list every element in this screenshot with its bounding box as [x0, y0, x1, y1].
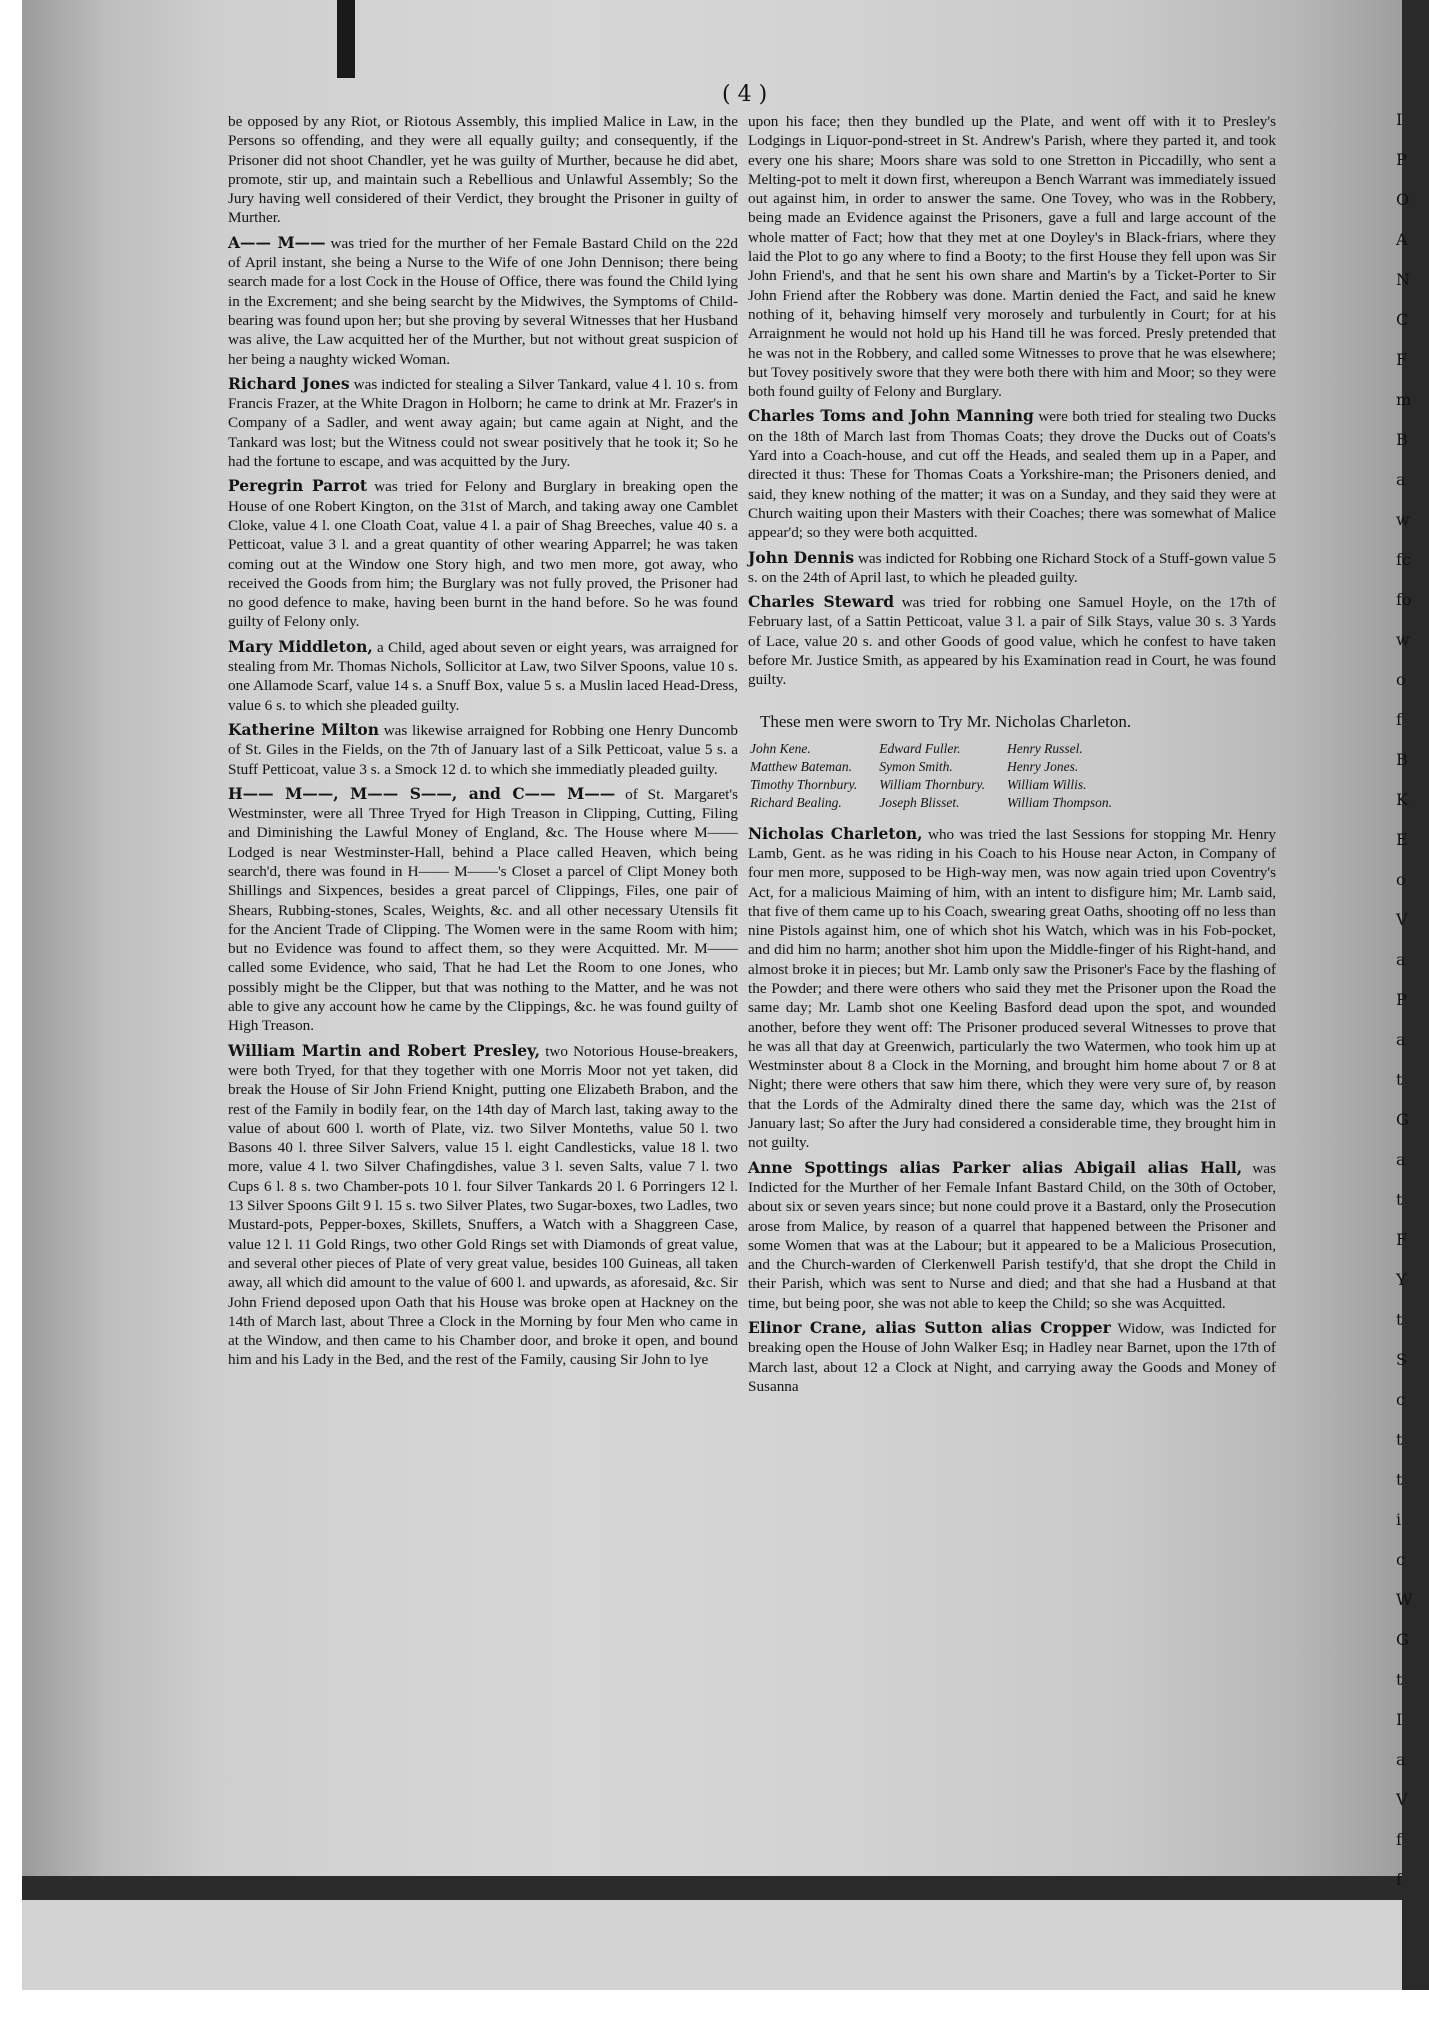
margin-letter: V — [1396, 1790, 1408, 1809]
juror-name: Henry Jones. — [1007, 758, 1079, 774]
defendant-name: William Martin and Robert Presley, — [228, 1040, 541, 1060]
margin-letter: B — [1396, 750, 1408, 769]
paragraph-text: was Indicted for the Murther of her Female Infant Bastard Child, on the 30th of October, about six or seven years since; but none could prove it a Bastard, only the Prosecution arose from Malice, by reason of a quarrel that happened between the Prisoner and some Women that was at the Labour; but it appeared to be a Malicious Prosecution, and the Church-warden of Clerkenwell Parish testify'd, that she dropt the Child in their Parish, which was sent to Nurse and died; and that she had a Husband at that time, but being poor, she was not able to keep the Child; so she was Acquitted. — [748, 1159, 1276, 1312]
margin-letter: o — [1396, 670, 1406, 689]
left-column — [228, 112, 738, 1375]
jury-list — [750, 740, 1134, 812]
margin-letter: A — [1396, 230, 1408, 249]
paragraph-text: was indicted for Robbing one Richard Stock of a Stuff-gown value 5 s. on the 24th of April last, to which he pleaded guilty. — [748, 549, 1276, 586]
margin-letter: t — [1396, 1070, 1403, 1089]
margin-letter: P — [1396, 150, 1407, 169]
margin-letter: f — [1396, 1870, 1402, 1889]
juror-name: Henry Russel. — [1007, 740, 1083, 756]
juror-name: Joseph Blisset. — [879, 794, 960, 810]
right-column-top — [748, 112, 1276, 690]
margin-letter: F — [1396, 350, 1408, 369]
court-record-paragraph — [228, 112, 738, 228]
defendant-name: Charles Toms and John Manning — [748, 406, 1034, 426]
juror-name: Timothy Thornbury. — [750, 776, 858, 792]
scan-footer-margin — [0, 1990, 1429, 2024]
margin-letter: K — [1396, 790, 1408, 809]
margin-letter: C — [1396, 310, 1409, 329]
margin-letter: o — [1396, 870, 1406, 889]
margin-letter: F — [1396, 1230, 1408, 1249]
court-record-paragraph — [228, 1041, 738, 1370]
margin-letter: t — [1396, 1430, 1403, 1449]
scan-bottom-shadow — [22, 1900, 1402, 1990]
margin-letter: G — [1396, 1630, 1409, 1649]
defendant-name: Katherine Milton — [228, 719, 379, 739]
adjacent-page-margin-letters — [1396, 110, 1416, 1910]
margin-letter: fo — [1396, 590, 1412, 609]
margin-letter: G — [1396, 1110, 1409, 1129]
paragraph-text: were both tried for stealing two Ducks on the 18th of March last from Thomas Coats; they drove the Ducks out of Coats's Yard into a Coach-house, and cut off the Heads, and sealed them up in a Paper, and directed it thus: These for Thomas Coats a Yorkshire-man; the Prisoners denied, and said, they knew nothing of the matter; it was on a Sunday, and they said they were at Church waiting upon their Masters with their Coaches; there was somewhat of Malice appear'd; so they were both acquitted. — [748, 408, 1277, 542]
paragraph-text: was tried for Felony and Burglary in breaking open the House of one Robert Kington, on the 31st of March, and taking away one Camblet Cloke, value 4 l. one Cloath Coat, value 4 l. a pair of Shag Breeches, value 40 s. a Petticoat, value 3 l. and a great quantity of other wearing Apparrel; he was taken coming out at the Window one Story high, and two men more, got away, who received the Goods from him; the Burglary was not fully proved, the Prisoner had no good defence to make, having been burnt in the hand before. So he was found guilty of Felony only. — [228, 478, 738, 631]
margin-letter: a — [1396, 1750, 1406, 1769]
margin-letter: a — [1396, 470, 1406, 489]
margin-letter: fc — [1396, 550, 1411, 569]
margin-letter: S — [1396, 1350, 1407, 1369]
court-record-paragraph — [228, 374, 738, 471]
page-number: ( 4 ) — [722, 82, 768, 107]
court-record-paragraph — [228, 233, 738, 369]
margin-letter: a — [1396, 1150, 1406, 1169]
court-record-paragraph — [748, 592, 1276, 689]
paragraph-text: was likewise arraigned for Robbing one Henry Duncomb of St. Giles in the Fields, on the 7th of January last of a Silk Petticoat, value 5 s. a Stuff Petticoat, value 3 s. a Smock 12 d. to which she immediatly pleaded guilty. — [228, 721, 738, 778]
juror-name: William Willis. — [1007, 776, 1087, 792]
margin-letter: t — [1396, 1470, 1403, 1489]
margin-letter: c — [1396, 1390, 1405, 1409]
margin-letter: N — [1396, 270, 1410, 289]
scan-bottom-edge — [22, 1876, 1402, 1900]
margin-letter: t — [1396, 1670, 1403, 1689]
defendant-name: Peregrin Parrot — [228, 476, 368, 496]
margin-letter: m — [1396, 390, 1412, 409]
binding-mark — [337, 0, 355, 78]
margin-letter: E — [1396, 830, 1408, 849]
margin-letter: I — [1396, 110, 1403, 129]
margin-letter: t — [1396, 1190, 1403, 1209]
defendant-name: Elinor Crane, alias Sutton alias Cropper — [748, 1318, 1111, 1338]
paragraph-text: Widow, was Indicted for breaking open the House of John Walker Esq; in Hadley near Barnet, upon the 17th of March last, about 12 a Clock at Night, and carrying away the Goods and Money of Susanna — [748, 1320, 1276, 1395]
margin-letter: I — [1396, 1710, 1403, 1729]
paragraph-text: was tried for robbing one Samuel Hoyle, on the 17th of February last, of a Sattin Petticoat, value 3 l. a pair of Silk Stays, value 30 s. 3 Yards of Lace, value 20 s. and other Goods of good value, which he confest to have taken before Mr. Justice Smith, as appeared by his Examination read in Court, he was found guilty. — [748, 594, 1276, 689]
scan-left-margin — [0, 0, 22, 2024]
jury-row — [750, 740, 1134, 758]
margin-letter: f — [1396, 710, 1402, 729]
court-record-paragraph — [748, 406, 1276, 542]
court-record-paragraph — [748, 1158, 1276, 1313]
margin-letter: Y — [1396, 1270, 1407, 1289]
paragraph-text: of St. Margaret's Westminster, were all Three Tryed for High Treason in Clipping, Cutting, Filing and Diminishing the Lawful Money of England, &c. The House where M—— Lodged is near Westminster-Hall, behind a Place called Heaven, which being search'd, there was found in H—— M——'s Closet a parcel of Clipt Money both Shillings and Sixpences, besides a great parcel of Clippings, Files, one pair of Shears, Rubbing-stones, Scales, Weights, &c. and all other necessary Utensils fit for the Ancient Trade of Clipping. The Women were in the same Room with him; but no Evidence was found to affect them, so they were Acquitted. Mr. M—— called some Evidence, who said, That he had Let the Room to one Jones, who possibly might be the Clipper, but that was nothing to the Matter, and he was not able to give any account how he came by the Clippings, &c. he was found guilty of High Treason. — [228, 785, 738, 1035]
right-column-bottom — [748, 824, 1276, 1397]
court-record-paragraph — [748, 1318, 1276, 1396]
margin-letter: a — [1396, 1030, 1406, 1049]
court-record-paragraph — [228, 784, 738, 1036]
defendant-name: Nicholas Charleton, — [748, 823, 923, 843]
juror-name: John Kene. — [750, 740, 811, 756]
margin-letter: O — [1396, 190, 1410, 209]
margin-letter: w — [1396, 510, 1410, 529]
court-record-paragraph — [228, 720, 738, 779]
right-column — [748, 112, 1276, 1401]
jury-row — [750, 776, 1134, 794]
paragraph-text: was tried for the murther of her Female Bastard Child on the 22d of April instant, she being a Nurse to the Wife of one John Dennison; there being search made for a lost Cock in the House of Office, there was found the Child lying in the Excrement; and she being searcht by the Midwives, the Symptoms of Child-bearing was found upon her; but she proving by several Witnesses that her Husband was alive, the Law acquitted her of the Murther, but not without great suspicion of her being a naughty wicked Woman. — [228, 234, 738, 368]
margin-letter: t — [1396, 1310, 1403, 1329]
juror-name: Edward Fuller. — [879, 740, 961, 756]
defendant-name: John Dennis — [748, 547, 855, 567]
juror-name: Symon Smith. — [879, 758, 953, 774]
margin-letter: f — [1396, 1830, 1402, 1849]
paragraph-text: who was tried the last Sessions for stopping Mr. Henry Lamb, Gent. as he was riding in his Coach to his House near Acton, in Company of four men more, supposed to be High-way men, was now again tried upon Coventry's Act, for a malicious Maiming of him, with an intent to disfigure him; Mr. Lamb said, that five of them came up to his Coach, swearing great Oaths, shooting off no less than nine Pistols against him, one of which shot his Watch, which was in his Fob-pocket, and did him no harm; another shot him upon the Middle-finger of his Right-hand, and almost broke it in pieces; but Mr. Lamb only saw the Prisoner's Face by the flashing of the Powder; and there were others who said they met the Prisoner upon the Road the same day; Mr. Lamb shot one Keeling Basford dead upon the spot, and wounded another, before they went off: The Prisoner produced several Witnesses to prove that he was all that day at Greenwich, particularly the two Watermen, who took him up at Westminster about 8 a Clock in the Morning, and brought him home about 7 or 8 at Night; there were others that saw him there, which they were very sure of, by reason that the Lords of the Admiralty dined there the same day, which was the 21st of January last; So after the Jury had considered a considerable time, they brought him in not guilty. — [748, 825, 1277, 1152]
margin-letter: B — [1396, 430, 1408, 449]
margin-letter: W — [1396, 1590, 1413, 1609]
paragraph-text: two Notorious House-breakers, were both Tryed, for that they together with one Morris Moor not yet taken, did break the House of Sir John Friend Knight, putting one Elizabeth Brabon, and the rest of the Family in bodily fear, on the 14th day of March last, taking away to the value of about 600 l. worth of Plate, viz. two Silver Monteths, value 50 l. two Basons 40 l. three Silver Salvers, value 15 l. eight Candlesticks, value 18 l. two more, value 4 l. two Silver Chafingdishes, value 3 l. seven Salts, value 7 l. two Cups 6 l. 8 s. two Chamber-pots 10 l. four Silver Tankards 20 l. 6 Porringers 12 l. 13 Silver Spoons Gilt 9 l. 15 s. two Silver Plates, two Sugar-boxes, two Ladles, two Mustard-pots, Pepper-boxes, Skillets, Snuffers, a Watch with a Shaggreen Case, value 12 l. 11 Gold Rings, two other Gold Rings set with Diamonds of great value, and several other pieces of Plate of very great value, besides 100 Guineas, all taken away, all which did amount to the value of 600 l. and upwards, as aforesaid, &c. Sir John Friend deposed upon Oath that his House was broke open at Hackney on the 14th of March last, about Three a Clock in the Morning by four Men who came in at the Window, and then came to his Chamber door, and broke it open, and bound him and his Lady in the Bed, and the rest of the Family, causing Sir John to lye — [228, 1042, 739, 1369]
defendant-name: Charles Steward — [748, 592, 895, 612]
margin-letter: a — [1396, 950, 1406, 969]
juror-name: William Thompson. — [1007, 794, 1113, 810]
court-record-paragraph — [228, 637, 738, 715]
margin-letter: P — [1396, 990, 1407, 1009]
margin-letter: c — [1396, 1550, 1405, 1569]
paragraph-text: be opposed by any Riot, or Riotous Assembly, this implied Malice in Law, in the Persons so offending, and they were all equally guilty; and consequently, if the Prisoner did not shoot Chandler, yet he was guilty of Murther, because he did abet, promote, stir up, and maintain such a Rebellious and Unlawful Assembly; So the Jury having well considered of their Verdict, they brought the Prisoner in guilty of Murther. — [228, 113, 738, 227]
court-record-paragraph — [748, 824, 1276, 1153]
paragraph-text: was indicted for stealing a Silver Tankard, value 4 l. 10 s. from Francis Frazer, at the White Dragon in Holborn; he came to drink at Mr. Frazer's in Company of a Sadler, and went away again; but came again at Night, and the Tankard was lost; but the Witness could not swear positively that he took it; So he had the fortune to escape, and was acquitted by the Jury. — [228, 375, 739, 471]
defendant-name: Richard Jones — [228, 373, 350, 393]
paragraph-text: a Child, aged about seven or eight years, was arraigned for stealing from Mr. Thomas Nichols, Sollicitor at Law, two Silver Spoons, value 10 s. one Allamode Scarf, value 14 s. a Snuff Box, value 5 s. a Muslin laced Head-Dress, value 6 s. to which she pleaded guilty. — [228, 638, 739, 714]
juror-name: Matthew Bateman. — [750, 758, 852, 774]
defendant-name: Mary Middleton, — [228, 636, 373, 656]
jury-row — [750, 758, 1134, 776]
paragraph-text: upon his face; then they bundled up the Plate, and went off with it to Presley's Lodgings in Liquor-pond-street in St. Andrew's Parish, where they parted it, and took every one his share; Moors share was sold to one Stretton in Piccadilly, who sent a Melting-pot to melt it down first, whereupon a Bench Warrant was immediately issued out against him, in order to answer the same. One Tovey, who was in the Robbery, being made an Evidence against the Prisoners, gave a full and large account of the whole matter of Fact; how that they met at one Doyley's in Black-friars, where they laid the Plot to go any where to find a Booty; to the first House they fell upon was Sir John Friend's, and that he sent his own share and Martin's by a Ticket-Porter to Sir John Friend after the Robbery was done. Martin denied the Fact, and said he knew nothing of it, behaving himself very morosely and turbulently in Court; for at his Arraignment he would not hold up his Hand till he was forced. Presly pretended that he was not in the Robbery, and called some Witnesses to prove that he was elsewhere; but Tovey positively swore that they were both there with him and Moor; so they were both found guilty of Felony and Burglary. — [748, 113, 1276, 401]
court-record-paragraph — [228, 476, 738, 631]
jury-row — [750, 794, 1134, 812]
margin-letter: w — [1396, 630, 1410, 649]
jury-title: These men were sworn to Try Mr. Nicholas Charleton. — [760, 711, 1132, 731]
margin-letter: i — [1396, 1510, 1402, 1529]
court-record-paragraph — [748, 112, 1276, 401]
defendant-name: H—— M——, M—— S——, and C—— M—— — [228, 783, 616, 803]
defendant-name: Anne Spottings alias Parker alias Abigail alias Hall, — [748, 1157, 1243, 1177]
defendant-name: A—— M—— — [228, 232, 326, 252]
court-record-paragraph — [748, 548, 1276, 588]
juror-name: William Thornbury. — [879, 776, 986, 792]
margin-letter: V — [1396, 910, 1408, 929]
juror-name: Richard Bealing. — [750, 794, 842, 810]
